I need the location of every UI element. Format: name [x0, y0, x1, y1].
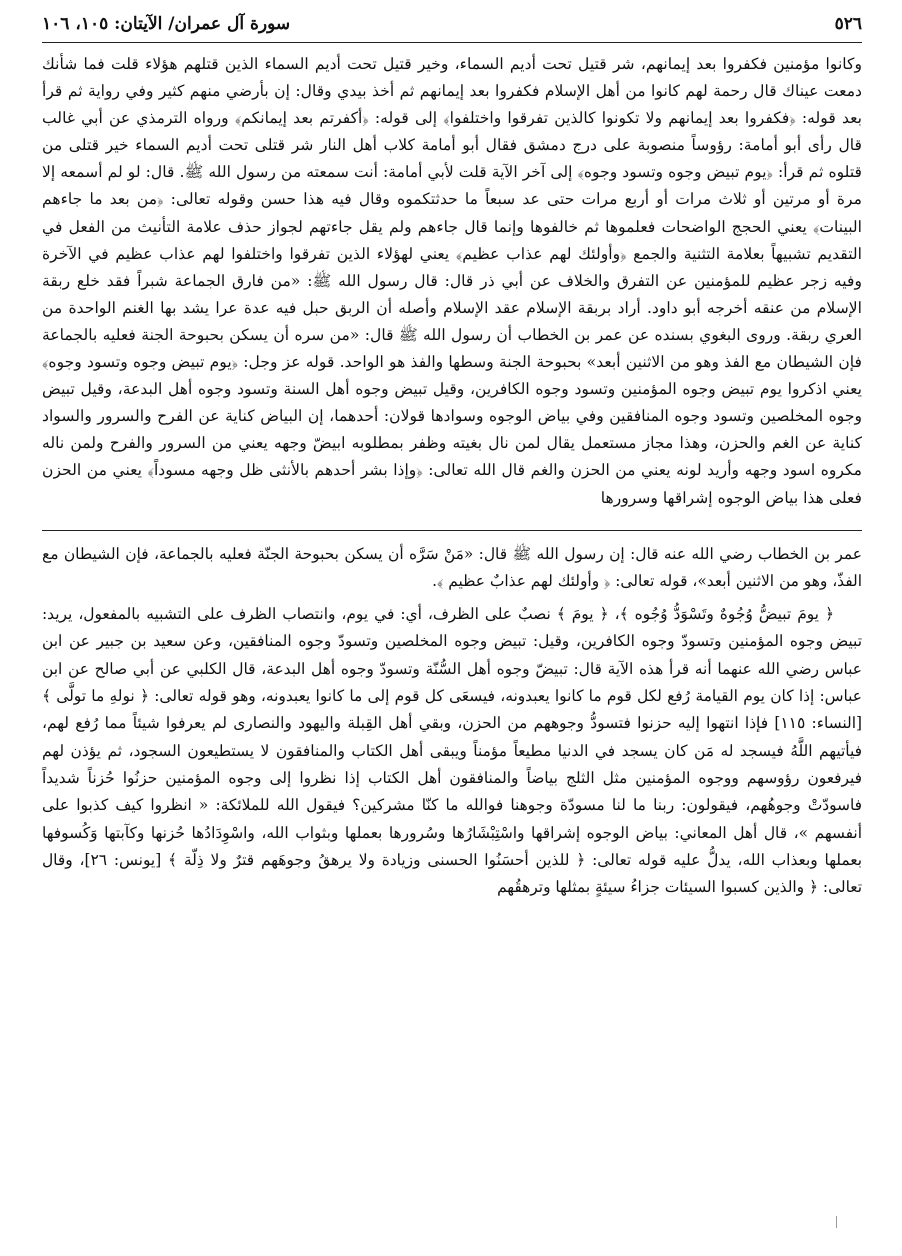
main-text — [42, 51, 862, 512]
footnote-paragraph-2: ﴿ يومَ تبيضُّ وُجُوهٌ وتَسْوَدُّ وُجُوه ﴾، ﴿ يومَ ﴾ نصبٌ على الظرف، أي: في يوم، وانتصاب الظرف على التشبيه بالمفعول، يريد: تبيض وجوه المؤمنين وتسودّ وجوه الكافرين، وقيل: تبيض وجوه المخلصين وتسودّ وجوه المنافقين، وعن سعيد بن جبير عن ابن عباس رضي الله عنهما أنه قرأ هذه الآية قال: تبيضّ وجوه أهل السُّنّة وتسودّ وجوه أهل البدعة، قال الكلبي عن أبي صالح عن ابن عباس: إذا كان يوم القيامة رُفع لكل قوم ما كانوا يعبدونه، فيسعَى كل قوم إلى ما كانوا يعبدونه، وهو قوله تعالى: ﴿ نولهِ ما تولَّى ﴾ [النساء: ١١٥] فإذا انتهوا إليه حزنوا فتسودُّ وجوههم من الحزن، وبقي أهل القِبلة واليهود والنصارى لم يعرفوا شيئاً مما رُفع لهم، فيأتيهم اللَّهُ فيسجد له مَن كان يسجد في الدنيا مطيعاً مؤمناً ويبقى أهل الكتاب والمنافقون لا يستطيعون السجود، ثم يؤذن لهم فيرفعون رؤوسهم ووجوه المؤمنين مثل الثلج بياضاً والمنافقون أهل الكتاب إذا نظروا إلى وجوه المؤمنين حزنُوا حُزناً شديداً فاسودّتْ وجوهُهم، فيقولون: ربنا ما لنا مسودّة وجوهنا فوالله ما كنّا مشركين؟ فيقول الله للملائكة: « انظروا كيف كذبوا على أنفسهم »، قال أهل المعاني: بياض الوجوه إشراقها واسْتِبْشَارُها وسُرورها بعملها وبثواب الله، واسْوِدَادُها حُزنها وكآبتها وَكُسوفها بعملها وبعذاب الله، يدلُّ عليه قوله تعالى: ﴿ للذين أحسَنُوا الحسنى وزيادة ولا يرهقُ وجوهَهم قترٌ ولا ذِلّة ﴾ [يونس: ٢٦]، وقال تعالى: ﴿ والذين كسبوا السيئات جزاءُ سيئةٍ بمثلها وترهقُهم — [42, 605, 862, 897]
page-number: ٥٢٦ — [834, 14, 862, 34]
running-title: سورة آل عمران/ الآيتان: ١٠٥، ١٠٦ — [42, 14, 291, 34]
footnote-paragraph-1: عمر بن الخطاب رضي الله عنه قال: إن رسول الله ﷺ قال: «مَنْ سَرَّه أن يسكن بحبوحة الجنّة فعليه بالجماعة، فإن الشيطان مع الفذّ، وهو من الاثنين أبعد»، قوله تعالى: ﴿ وأولئك لهم عذابٌ عظيم ﴾. — [42, 544, 862, 590]
main-paragraph: وكانوا مؤمنين فكفروا بعد إيمانهم، شر قتيل تحت أديم السماء، وخير قتيل تحت أديم السماء الذين قتلهم هؤلاء قلت فما شأنك دمعت عيناك قال رحمة لهم كانوا من أهل الإسلام فكفروا بعد إيمانهم ثم أخذ بيدي وقال: إن بأرضي منهم كثير وفي رواية ثم قرأ بعد قوله: ﴿فكفروا بعد إيمانهم ولا تكونوا كالذين تفرقوا واختلفوا﴾ إلى قوله: ﴿أكفرتم بعد إيمانكم﴾ ورواه الترمذي عن أبي غالب قال رأى أبو أمامة: رؤوساً منصوبة على درج دمشق فقال أبو أمامة كلاب أهل النار شر قتلى تحت أديم السماء خير قتلى من قتلوه ثم قرأ: ﴿يوم تبيض وجوه وتسود وجوه﴾ إلى آخر الآية قلت لأبي أمامة: أنت سمعته من رسول الله ﷺ. قال: لو لم أسمعه إلا مرة أو مرتين أو ثلاث مرات أو أربع مرات حتى عد سبعاً ما حدثتكموه وقال فيه هذا حسن وقوله تعالى: ﴿من بعد ما جاءهم البينات﴾ يعني الحجج الواضحات فعلموها ثم خالفوها وإنما قال جاءهم ولم يقل جاءتهم لجواز حذف علامة التأنيث من الفعل في التقديم تشبيهاً بعلامة التثنية والجمع ﴿وأولئك لهم عذاب عظيم﴾ يعني لهؤلاء الذين تفرقوا واختلفوا لهم عذاب عظيم في الآخرة وفيه زجر عظيم للمؤمنين عن التفرق والخلاف عن أبي ذر قال: قال رسول الله ﷺ: «من فارق الجماعة شبراً فقد خلع ربقة الإسلام من عنقه أخرجه أبو داود. أراد بربقة الإسلام عقد الإسلام وأصله أن الربق حبل فيه عدة عرا يشد بها الغنم الواحدة من العري ربقة. وروى البغوي بسنده عن عمر بن الخطاب أن رسول الله ﷺ قال: «من سره أن يسكن بحبوحة الجنة فعليه بالجماعة فإن الشيطان مع الفذ وهو من الاثنين أبعد» بحبوحة الجنة وسطها والفذ هو الواحد. قوله عز وجل: ﴿يوم تبيض وجوه وتسود وجوه﴾ يعني اذكروا يوم تبيض وجوه المؤمنين وتسود وجوه الكافرين، وقيل تبيض وجوه أهل السنة وتسود وجوه أهل البدعة، وقيل تبيض وجوه المخلصين وتسود وجوه المنافقين وفي بياض الوجوه وسوادها قولان: أحدهما، إن البياض كناية عن الفرح والسرور والسواد كناية عن الغم والحزن، وهذا مجاز مستعمل يقال لمن نال بغيته وظفر بمطلوبه ابيضّ وجهه يعني من السرور والفرح ولمن ناله مكروه اسود وجهه وأريد لونه يعني من الحزن والغم قال الله تعالى: ﴿وإذا بشر أحدهم بالأنثى ظل وجهه مسوداً﴾ يعني من الحزن فعلى هذا بياض الوجوه إشراقها وسرورها — [42, 55, 862, 507]
footnote-separator — [42, 530, 862, 531]
page-header — [42, 8, 862, 43]
margin-mark — [836, 1216, 837, 1228]
footnotes — [42, 541, 862, 902]
